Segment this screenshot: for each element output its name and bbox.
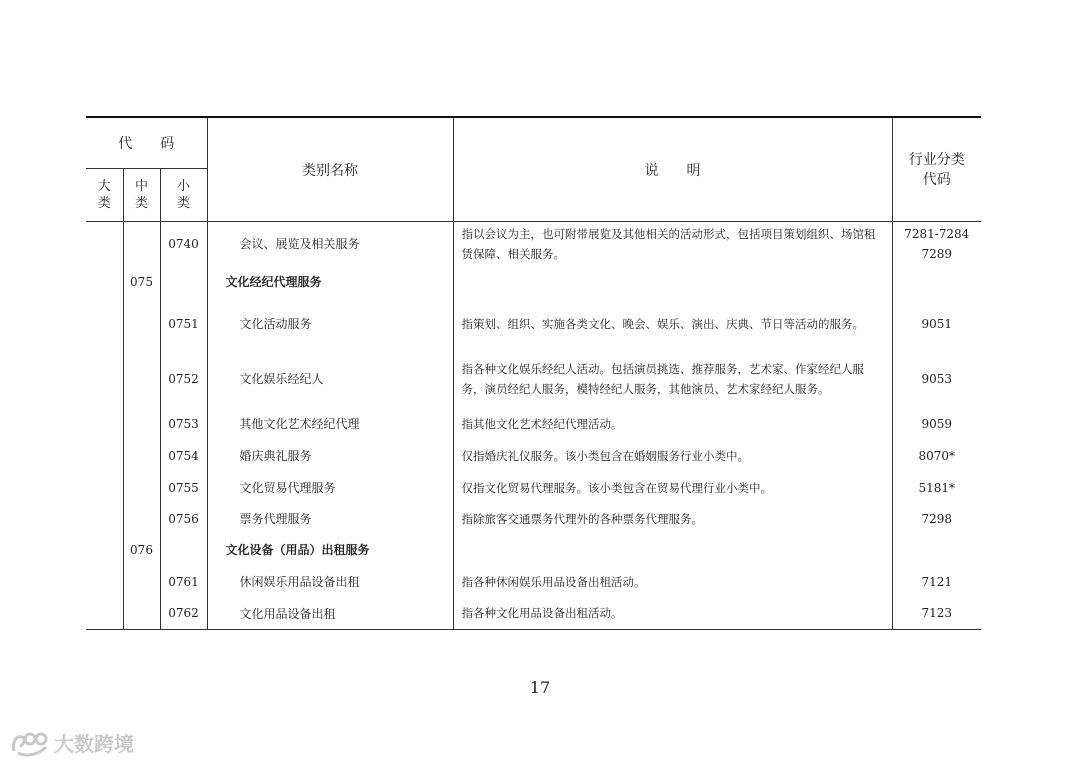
minor-code-cell: 0740 [160, 222, 207, 266]
industry-code: 9059 [921, 416, 953, 431]
header-description: 说 明 [453, 117, 892, 222]
header-minor [160, 169, 207, 222]
minor-code-cell: 0751 [160, 298, 207, 350]
major-code-cell [86, 598, 123, 630]
industry-code-cell [892, 408, 981, 440]
description-cell: 指除旅客交通票务代理外的各种票务代理服务。 [453, 504, 892, 534]
minor-code-cell: 0752 [160, 350, 207, 408]
description-cell: 仅指婚庆礼仪服务。该小类包含在婚姻服务行业小类中。 [453, 440, 892, 472]
category-name-cell: 票务代理服务 [207, 504, 453, 534]
industry-code-cell [892, 222, 981, 266]
category-name-cell: 会议、展览及相关服务 [207, 222, 453, 266]
major-code-cell [86, 472, 123, 504]
middle-code-cell [123, 504, 160, 534]
category-name-cell: 文化活动服务 [207, 298, 453, 350]
description-cell: 指以会议为主，也可附带展览及其他相关的活动形式，包括项目策划组织、场馆租赁保障、相关服务。 [453, 222, 892, 266]
description-cell: 指其他文化艺术经纪代理活动。 [453, 408, 892, 440]
description-cell: 指各种文化用品设备出租活动。 [453, 598, 892, 630]
category-name-cell: 其他文化艺术经纪代理 [207, 408, 453, 440]
header-major [86, 169, 123, 222]
table-row [86, 566, 981, 598]
table-body [86, 222, 981, 630]
minor-code-cell: 0755 [160, 472, 207, 504]
industry-code: 7289 [921, 246, 953, 261]
minor-code-cell: 0756 [160, 504, 207, 534]
industry-code: 7281-7284 [904, 226, 970, 241]
category-name-cell: 文化贸易代理服务 [207, 472, 453, 504]
minor-code-cell: 0754 [160, 440, 207, 472]
industry-code: 5181* [918, 480, 956, 495]
middle-code-cell [123, 222, 160, 266]
industry-code: 9051 [921, 316, 953, 331]
industry-code: 8070* [918, 448, 956, 463]
header-code: 代 码 [86, 117, 207, 169]
header-major-text: 大 类 [97, 179, 111, 211]
minor-code-cell: 0761 [160, 566, 207, 598]
description-cell [453, 534, 892, 566]
middle-code-cell [123, 472, 160, 504]
minor-code-cell [160, 266, 207, 298]
major-code-cell [86, 534, 123, 566]
middle-code-cell [123, 298, 160, 350]
category-name-cell: 文化娱乐经纪人 [207, 350, 453, 408]
middle-code-cell [123, 566, 160, 598]
category-name-cell: 婚庆典礼服务 [207, 440, 453, 472]
header-middle [123, 169, 160, 222]
minor-code-cell: 0753 [160, 408, 207, 440]
industry-code-cell [892, 440, 981, 472]
description-cell: 指各种文化娱乐经纪人活动。包括演员挑选、推荐服务，艺术家、作家经纪人服务，演员经纪人服务，模特经纪人服务，其他演员、艺术家经纪人服务。 [453, 350, 892, 408]
description-cell: 指策划、组织、实施各类文化、晚会、娱乐、演出、庆典、节日等活动的服务。 [453, 298, 892, 350]
table-row [86, 266, 981, 298]
category-name-cell: 文化设备（用品）出租服务 [207, 534, 453, 566]
major-code-cell [86, 504, 123, 534]
major-code-cell [86, 566, 123, 598]
header-minor-text: 小 类 [177, 179, 191, 211]
middle-code-cell [123, 408, 160, 440]
table-row [86, 298, 981, 350]
industry-code-cell [892, 534, 981, 566]
header-industry-code [892, 117, 981, 222]
major-code-cell [86, 440, 123, 472]
industry-code-cell [892, 504, 981, 534]
industry-code: 9053 [921, 371, 953, 386]
middle-code-cell [123, 598, 160, 630]
classification-table [86, 116, 981, 630]
category-name-cell: 文化经纪代理服务 [207, 266, 453, 298]
major-code-cell [86, 222, 123, 266]
table-row [86, 504, 981, 534]
category-name-cell: 文化用品设备出租 [207, 598, 453, 630]
middle-code-cell [123, 440, 160, 472]
table-row [86, 598, 981, 630]
watermark-text: 大数跨境 [54, 732, 134, 756]
watermark-logo-icon [10, 729, 50, 757]
table-row [86, 534, 981, 566]
industry-code: 7298 [921, 511, 953, 526]
header-middle-text: 中 类 [134, 179, 148, 211]
middle-code-cell: 076 [123, 534, 160, 566]
minor-code-cell: 0762 [160, 598, 207, 630]
header-category-name: 类别名称 [207, 117, 453, 222]
industry-code: 7123 [921, 606, 953, 621]
industry-code-cell [892, 266, 981, 298]
table-row [86, 222, 981, 266]
major-code-cell [86, 350, 123, 408]
middle-code-cell [123, 350, 160, 408]
industry-code-cell [892, 350, 981, 408]
table-row [86, 440, 981, 472]
industry-code-cell [892, 472, 981, 504]
description-cell: 仅指文化贸易代理服务。该小类包含在贸易代理行业小类中。 [453, 472, 892, 504]
header-industry-code-text: 行业分类 代码 [908, 151, 965, 188]
watermark [10, 728, 134, 757]
description-cell: 指各种休闲娱乐用品设备出租活动。 [453, 566, 892, 598]
major-code-cell [86, 266, 123, 298]
minor-code-cell [160, 534, 207, 566]
industry-code: 7121 [921, 574, 953, 589]
description-cell [453, 266, 892, 298]
table-row [86, 472, 981, 504]
middle-code-cell: 075 [123, 266, 160, 298]
page-number: 17 [529, 678, 551, 697]
table-row [86, 408, 981, 440]
industry-code-cell [892, 298, 981, 350]
category-name-cell: 休闲娱乐用品设备出租 [207, 566, 453, 598]
major-code-cell [86, 298, 123, 350]
industry-code-cell [892, 598, 981, 630]
table-row [86, 350, 981, 408]
major-code-cell [86, 408, 123, 440]
industry-code-cell [892, 566, 981, 598]
